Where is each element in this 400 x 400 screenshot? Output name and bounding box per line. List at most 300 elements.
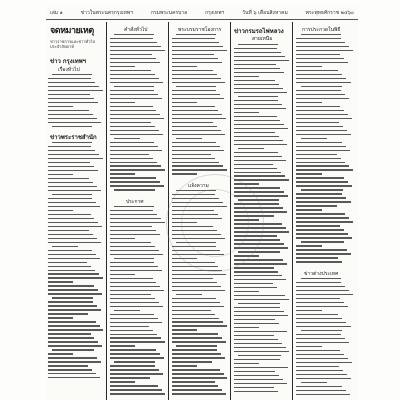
text-line bbox=[48, 281, 73, 282]
text-line bbox=[110, 118, 164, 119]
text-line bbox=[296, 290, 349, 291]
text-line bbox=[110, 66, 135, 67]
text-line bbox=[296, 233, 348, 234]
text-line bbox=[172, 46, 223, 47]
text-line bbox=[296, 221, 353, 222]
text-line bbox=[110, 306, 163, 307]
text-line bbox=[172, 118, 226, 119]
text-line bbox=[48, 222, 98, 223]
text-line bbox=[172, 282, 217, 283]
text-line bbox=[48, 122, 101, 123]
text-line bbox=[110, 126, 155, 127]
text-line bbox=[234, 323, 279, 324]
text-line bbox=[296, 354, 344, 355]
text-line bbox=[296, 338, 345, 339]
text-line bbox=[48, 206, 100, 207]
text-line bbox=[176, 34, 215, 35]
text-line bbox=[172, 102, 197, 103]
text-line bbox=[234, 100, 278, 101]
text-line bbox=[296, 209, 322, 210]
text-line bbox=[110, 250, 159, 251]
text-line bbox=[48, 273, 99, 274]
text-line bbox=[234, 335, 274, 336]
text-line bbox=[110, 238, 135, 239]
text-line bbox=[110, 290, 164, 291]
text-line bbox=[110, 302, 159, 303]
text-line bbox=[234, 52, 281, 53]
text-line bbox=[172, 62, 222, 63]
text-block bbox=[110, 206, 166, 397]
masthead-subtitle: ข่าวราชการและข่าวทั่วไปประจำสัปดาห์ bbox=[50, 39, 95, 49]
text-line bbox=[296, 245, 322, 246]
newspaper-header bbox=[46, 6, 358, 20]
text-line bbox=[234, 339, 278, 340]
text-line bbox=[48, 154, 99, 155]
text-line bbox=[296, 158, 341, 159]
text-line bbox=[296, 106, 340, 107]
text-line bbox=[48, 285, 94, 286]
text-line bbox=[234, 275, 282, 276]
text-line bbox=[114, 86, 154, 87]
text-line bbox=[110, 98, 162, 99]
text-line bbox=[110, 54, 152, 55]
text-line bbox=[172, 329, 197, 330]
text-line bbox=[172, 357, 225, 358]
text-line bbox=[110, 337, 161, 338]
text-block bbox=[48, 74, 104, 130]
text-line bbox=[301, 382, 327, 383]
text-line bbox=[110, 42, 157, 43]
text-line bbox=[48, 190, 101, 191]
text-block bbox=[48, 142, 104, 381]
text-line bbox=[296, 70, 338, 71]
text-line bbox=[234, 387, 274, 388]
text-line bbox=[296, 118, 352, 119]
text-line bbox=[296, 185, 352, 186]
text-line bbox=[48, 258, 100, 259]
text-line bbox=[48, 174, 73, 175]
text-line bbox=[114, 138, 139, 139]
text-line bbox=[110, 114, 160, 115]
text-line bbox=[110, 278, 153, 279]
text-line bbox=[172, 369, 220, 370]
text-line bbox=[296, 205, 337, 206]
text-line bbox=[48, 202, 96, 203]
text-line bbox=[110, 242, 151, 243]
text-block bbox=[110, 34, 166, 193]
text-line bbox=[52, 74, 91, 75]
text-line bbox=[110, 282, 156, 283]
text-line bbox=[234, 68, 280, 69]
text-line bbox=[234, 80, 275, 81]
text-line bbox=[234, 56, 285, 57]
text-line bbox=[296, 217, 349, 218]
text-line bbox=[296, 358, 348, 359]
text-line bbox=[172, 146, 220, 147]
text-line bbox=[234, 76, 259, 77]
text-line bbox=[48, 106, 73, 107]
text-line bbox=[110, 389, 162, 390]
text-line bbox=[234, 367, 288, 368]
text-line bbox=[296, 66, 322, 67]
text-line bbox=[234, 172, 281, 173]
text-line bbox=[48, 230, 89, 231]
text-line bbox=[296, 78, 346, 79]
text-line bbox=[48, 226, 102, 227]
text-line bbox=[296, 42, 345, 43]
text-line bbox=[172, 58, 218, 59]
text-line bbox=[172, 38, 215, 39]
text-line bbox=[110, 226, 152, 227]
text-line bbox=[110, 82, 163, 83]
text-line bbox=[172, 173, 197, 174]
text-line bbox=[110, 365, 155, 366]
text-line bbox=[110, 165, 161, 166]
text-line bbox=[114, 361, 155, 362]
text-line bbox=[172, 381, 215, 382]
text-line bbox=[301, 138, 327, 139]
text-line bbox=[296, 142, 342, 143]
text-line bbox=[172, 126, 217, 127]
text-line bbox=[48, 329, 103, 330]
text-line bbox=[48, 289, 98, 290]
text-line bbox=[110, 173, 135, 174]
text-line bbox=[110, 353, 160, 354]
text-block bbox=[296, 34, 354, 265]
text-line bbox=[48, 341, 98, 342]
text-line bbox=[296, 130, 347, 131]
text-line bbox=[52, 297, 93, 298]
text-line bbox=[296, 366, 339, 367]
text-line bbox=[301, 278, 342, 279]
text-line bbox=[114, 206, 153, 207]
text-line bbox=[110, 345, 135, 346]
text-line bbox=[296, 249, 347, 250]
text-line bbox=[234, 160, 286, 161]
text-line bbox=[296, 38, 341, 39]
text-line bbox=[176, 294, 201, 295]
text-line bbox=[172, 377, 227, 378]
text-line bbox=[172, 82, 225, 83]
section-name: ข่าวในพระนครกรุงเทพฯ bbox=[80, 9, 134, 16]
column-subheading: ข่าวพระราชสำนัก bbox=[50, 134, 97, 141]
text-line bbox=[296, 237, 352, 238]
text-line bbox=[110, 214, 157, 215]
text-line bbox=[110, 158, 153, 159]
text-line bbox=[48, 114, 93, 115]
text-line bbox=[110, 130, 159, 131]
text-line bbox=[172, 341, 226, 342]
text-line bbox=[234, 299, 289, 300]
text-line bbox=[172, 42, 219, 43]
text-line bbox=[172, 274, 226, 275]
text-line bbox=[48, 102, 98, 103]
text-line bbox=[234, 112, 259, 113]
text-line bbox=[48, 333, 91, 334]
text-line bbox=[110, 150, 162, 151]
text-line bbox=[234, 291, 259, 292]
text-line bbox=[172, 158, 215, 159]
text-line bbox=[296, 378, 351, 379]
text-line bbox=[234, 287, 277, 288]
text-line bbox=[238, 148, 263, 149]
text-line bbox=[172, 106, 215, 107]
column-subheading: ประกาศ bbox=[126, 199, 144, 205]
column-heading: เรื่องทั่วไป bbox=[58, 67, 80, 73]
text-line bbox=[48, 86, 99, 87]
text-line bbox=[301, 86, 342, 87]
text-line bbox=[110, 46, 161, 47]
text-line bbox=[110, 185, 164, 186]
text-line bbox=[234, 156, 282, 157]
text-line bbox=[48, 262, 87, 263]
column-subheading: แจ้งความ bbox=[188, 183, 209, 189]
text-line bbox=[301, 241, 344, 242]
text-line bbox=[110, 314, 154, 315]
text-line bbox=[234, 267, 274, 268]
text-line bbox=[234, 383, 287, 384]
text-line bbox=[234, 371, 275, 372]
text-line bbox=[48, 234, 93, 235]
text-line bbox=[110, 369, 159, 370]
text-line bbox=[48, 293, 102, 294]
text-line bbox=[296, 165, 349, 166]
column-5 bbox=[296, 24, 354, 400]
text-line bbox=[48, 150, 95, 151]
text-line bbox=[172, 278, 213, 279]
text-line bbox=[110, 377, 150, 378]
text-line bbox=[110, 334, 157, 335]
text-line bbox=[48, 254, 96, 255]
text-line bbox=[110, 169, 165, 170]
text-line bbox=[296, 318, 342, 319]
text-line bbox=[48, 357, 97, 358]
text-line bbox=[296, 346, 322, 347]
text-line bbox=[296, 394, 350, 395]
text-line bbox=[48, 305, 97, 306]
text-line bbox=[172, 318, 219, 319]
text-line bbox=[52, 349, 93, 350]
text-line bbox=[296, 50, 353, 51]
text-line bbox=[296, 370, 343, 371]
text-line bbox=[296, 294, 353, 295]
text-line bbox=[296, 257, 338, 258]
text-line bbox=[110, 349, 156, 350]
text-line bbox=[234, 391, 278, 392]
text-line bbox=[48, 166, 94, 167]
text-line bbox=[48, 238, 97, 239]
text-line bbox=[296, 74, 342, 75]
text-line bbox=[52, 142, 91, 143]
text-line bbox=[110, 326, 149, 327]
text-line bbox=[234, 144, 287, 145]
text-line bbox=[172, 349, 217, 350]
text-line bbox=[296, 62, 348, 63]
text-line bbox=[48, 301, 93, 302]
text-line bbox=[48, 270, 95, 271]
text-line bbox=[234, 128, 288, 129]
text-line bbox=[234, 375, 279, 376]
text-line bbox=[172, 302, 220, 303]
text-line bbox=[110, 373, 163, 374]
text-line bbox=[301, 34, 342, 35]
text-line bbox=[296, 326, 351, 327]
text-line bbox=[176, 138, 201, 139]
text-line bbox=[296, 386, 342, 387]
text-line bbox=[172, 165, 223, 166]
text-line bbox=[234, 307, 280, 308]
text-line bbox=[48, 170, 98, 171]
text-line bbox=[52, 194, 92, 195]
text-line bbox=[296, 122, 339, 123]
text-line bbox=[48, 353, 73, 354]
text-line bbox=[110, 274, 135, 275]
text-line bbox=[110, 146, 158, 147]
text-line bbox=[234, 108, 286, 109]
text-line bbox=[296, 342, 349, 343]
text-line bbox=[110, 266, 158, 267]
text-line bbox=[48, 198, 92, 199]
text-line bbox=[110, 142, 154, 143]
text-line bbox=[172, 298, 216, 299]
text-line bbox=[296, 322, 346, 323]
text-line bbox=[172, 70, 213, 71]
text-line bbox=[172, 154, 211, 155]
text-line bbox=[172, 393, 226, 394]
text-line bbox=[48, 186, 97, 187]
text-line bbox=[234, 295, 285, 296]
text-line bbox=[48, 365, 88, 366]
text-line bbox=[234, 327, 259, 328]
text-line bbox=[234, 164, 273, 165]
text-line bbox=[172, 333, 218, 334]
text-line bbox=[172, 321, 223, 322]
text-line bbox=[172, 150, 224, 151]
text-line bbox=[48, 146, 91, 147]
text-line bbox=[172, 66, 197, 67]
text-line bbox=[296, 197, 346, 198]
text-line bbox=[110, 78, 159, 79]
text-line bbox=[110, 254, 163, 255]
text-line bbox=[176, 345, 217, 346]
text-line bbox=[52, 126, 92, 127]
text-line bbox=[114, 189, 155, 190]
text-line bbox=[296, 286, 345, 287]
text-line bbox=[234, 168, 277, 169]
text-line bbox=[48, 250, 92, 251]
text-line bbox=[172, 130, 221, 131]
text-line bbox=[110, 262, 154, 263]
column-heading: คำสั่งทั่วไป bbox=[124, 27, 148, 33]
text-line bbox=[48, 90, 103, 91]
text-line bbox=[234, 72, 284, 73]
text-line bbox=[234, 315, 288, 316]
column-heading: การประกวดในพิธี bbox=[302, 27, 341, 33]
text-line bbox=[48, 162, 90, 163]
text-line bbox=[234, 379, 283, 380]
text-line bbox=[110, 393, 165, 394]
text-line bbox=[110, 94, 158, 95]
text-line bbox=[110, 62, 160, 63]
text-line bbox=[296, 298, 340, 299]
text-line bbox=[172, 373, 224, 374]
text-line bbox=[296, 201, 351, 202]
faded-seal-stamp bbox=[166, 174, 264, 272]
text-line bbox=[110, 177, 156, 178]
text-line bbox=[48, 158, 103, 159]
text-line bbox=[172, 290, 225, 291]
text-line bbox=[114, 310, 139, 311]
text-line bbox=[48, 361, 101, 362]
text-line bbox=[172, 94, 220, 95]
text-line bbox=[296, 306, 348, 307]
text-line bbox=[172, 389, 222, 390]
text-line bbox=[234, 152, 278, 153]
text-line bbox=[172, 310, 211, 311]
text-line bbox=[296, 134, 351, 135]
text-line bbox=[172, 142, 216, 143]
text-line bbox=[234, 84, 279, 85]
text-line bbox=[234, 331, 287, 332]
text-line bbox=[234, 319, 275, 320]
text-line bbox=[110, 134, 163, 135]
text-line bbox=[234, 343, 282, 344]
text-line bbox=[110, 286, 160, 287]
text-line bbox=[110, 162, 157, 163]
column-rule bbox=[106, 22, 107, 400]
text-line bbox=[234, 132, 275, 133]
masthead-issue-label: ข่าว กรุงเทพฯ bbox=[50, 58, 87, 65]
issue-number: เล่ม ๑ bbox=[50, 9, 63, 16]
text-line bbox=[110, 298, 155, 299]
text-line bbox=[110, 70, 151, 71]
text-line bbox=[172, 162, 219, 163]
text-line bbox=[296, 150, 350, 151]
office-name: กรมพระนครบาล bbox=[150, 9, 188, 16]
text-line bbox=[234, 64, 276, 65]
text-line bbox=[48, 277, 103, 278]
text-line bbox=[48, 94, 90, 95]
text-line bbox=[48, 321, 96, 322]
text-line bbox=[48, 98, 94, 99]
text-line bbox=[296, 82, 351, 83]
text-line bbox=[48, 317, 73, 318]
text-line bbox=[234, 359, 280, 360]
text-line bbox=[296, 261, 342, 262]
text-line bbox=[110, 322, 162, 323]
text-line bbox=[234, 279, 286, 280]
text-line bbox=[110, 246, 155, 247]
text-line bbox=[110, 385, 158, 386]
text-line bbox=[48, 377, 100, 378]
text-line bbox=[238, 44, 277, 45]
text-line bbox=[172, 98, 224, 99]
text-line bbox=[48, 118, 97, 119]
city-name: กรุงเทพฯ bbox=[205, 9, 225, 16]
text-line bbox=[296, 90, 341, 91]
text-line bbox=[110, 50, 165, 51]
text-block bbox=[172, 34, 228, 177]
text-line bbox=[48, 110, 89, 111]
text-line bbox=[296, 350, 340, 351]
text-line bbox=[48, 242, 101, 243]
text-line bbox=[48, 178, 89, 179]
text-line bbox=[52, 246, 77, 247]
text-line bbox=[110, 210, 153, 211]
text-line bbox=[234, 271, 278, 272]
issue-year: พระพุทธศักราช ๒๔๖๐ bbox=[305, 9, 354, 16]
text-line bbox=[110, 230, 156, 231]
